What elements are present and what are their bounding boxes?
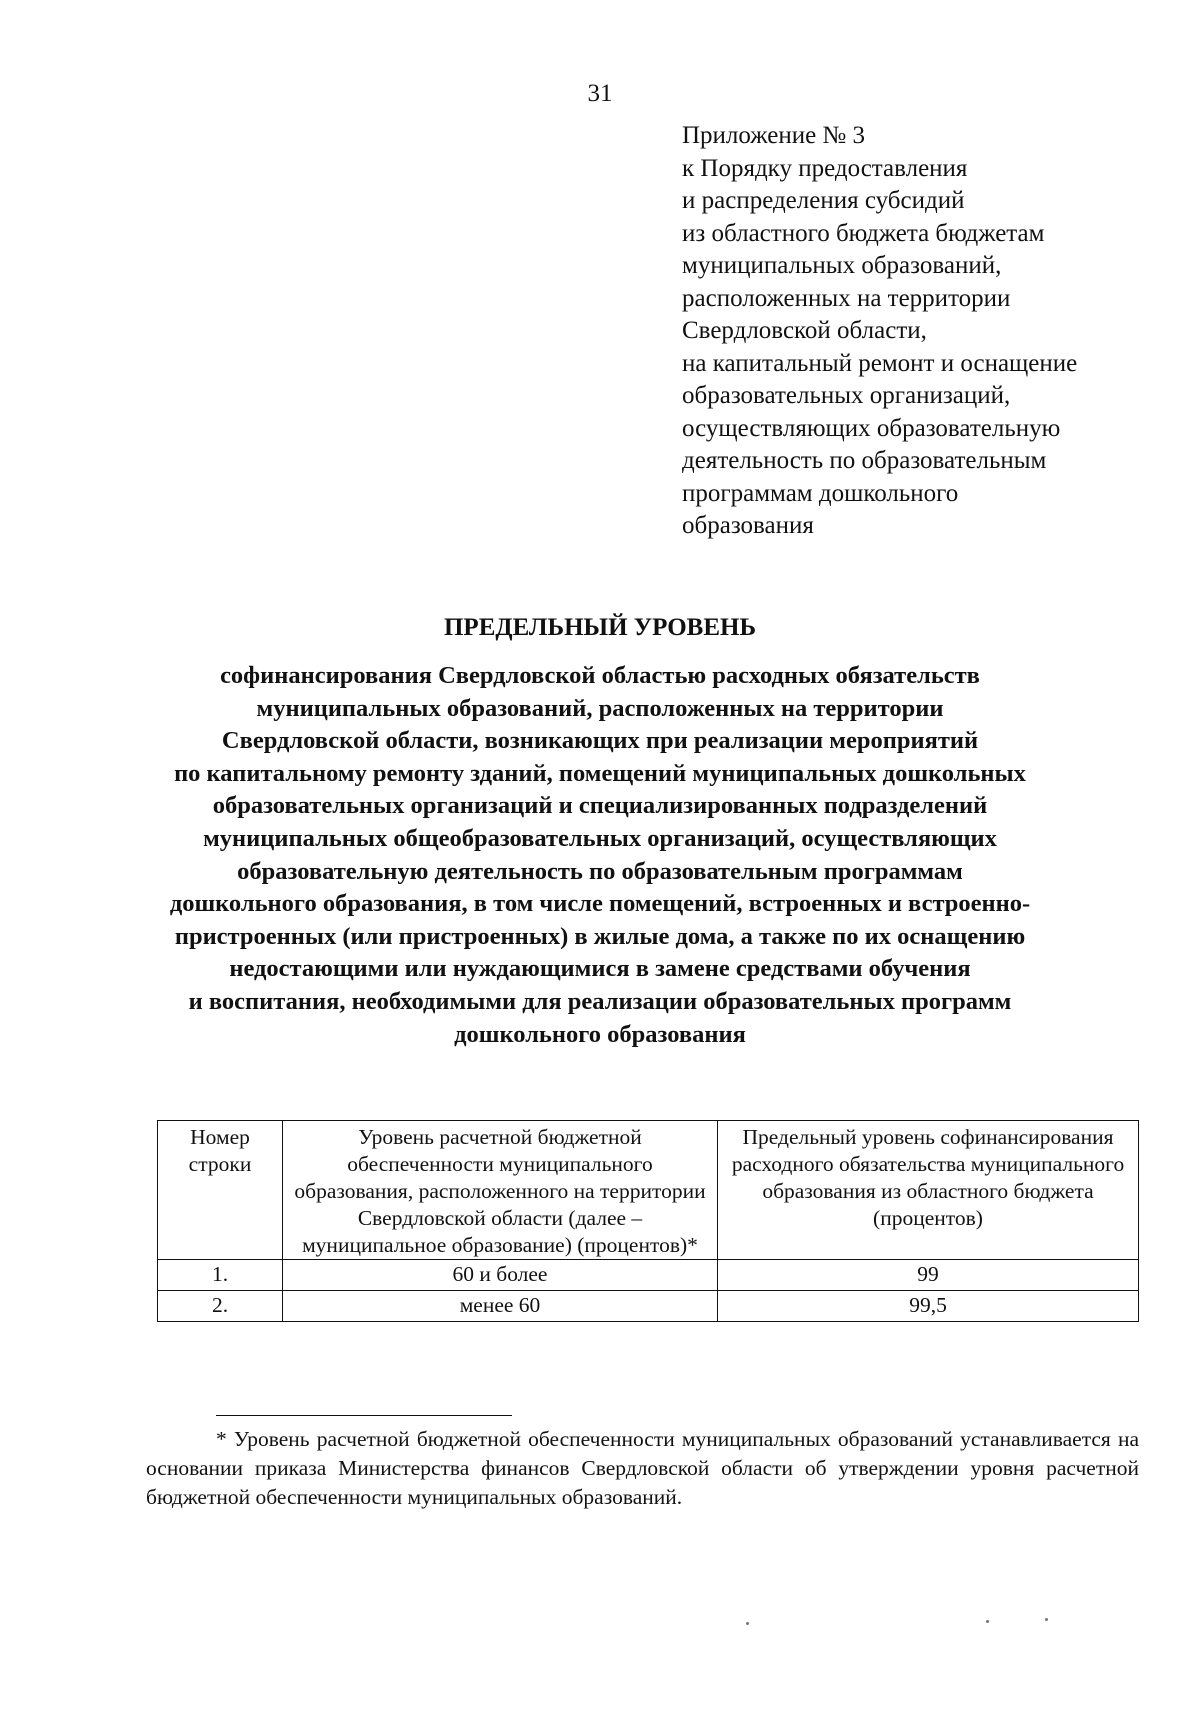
appendix-line: программам дошкольного bbox=[682, 479, 959, 507]
subtitle-line: образовательную деятельность по образовательным программам bbox=[237, 857, 963, 885]
table-header-row bbox=[158, 1121, 1139, 1260]
cofinancing-table bbox=[157, 1120, 1139, 1322]
subtitle-line: софинансирования Свердловской областью расходных обязательств bbox=[220, 662, 980, 689]
subtitle-line: муниципальных общеобразовательных организаций, осуществляющих bbox=[203, 824, 997, 852]
appendix-line: на капитальный ремонт и оснащение bbox=[682, 349, 1078, 377]
appendix-line: муниципальных образований, bbox=[682, 252, 1002, 279]
appendix-line: и распределения субсидий bbox=[682, 187, 965, 214]
document-title: ПРЕДЕЛЬНЫЙ УРОВЕНЬ bbox=[443, 614, 757, 641]
cofinancing-level-cell: 99,5 bbox=[718, 1291, 1139, 1322]
header-cofinancing-level: Предельный уровень софинансирования расходного обязательства муниципального образования из областного бюджета (процентов) bbox=[718, 1121, 1139, 1260]
appendix-line: образовательных организаций, bbox=[682, 382, 1011, 409]
budget-level-cell: менее 60 bbox=[283, 1291, 718, 1322]
subtitle-line: дошкольного образования, в том числе помещений, встроенных и встроенно- bbox=[169, 890, 1031, 918]
header-budget-level: Уровень расчетной бюджетной обеспеченности муниципального образования, расположенного на территории Свердловской области (далее – муниципальное образование) (процентов)* bbox=[283, 1121, 718, 1260]
footnote: * Уровень расчетной бюджетной обеспеченности муниципальных образований устанавливается на основании приказа Министерства финансов Свердловской области об утверждении уровня расчетной бюджетной обеспеченности муниципальных образований. bbox=[146, 1427, 1139, 1509]
subtitle-line: образовательных организаций и специализированных подразделений bbox=[212, 792, 988, 820]
appendix-line: Свердловской области, bbox=[682, 317, 927, 344]
header-row-number: Номер строки bbox=[158, 1121, 283, 1260]
subtitle-line: по капитальному ремонту зданий, помещений муниципальных дошкольных bbox=[174, 759, 1026, 787]
document-subtitle bbox=[0, 660, 1200, 1051]
table-row bbox=[158, 1291, 1139, 1322]
appendix-line: к Порядку предоставления bbox=[682, 154, 968, 182]
appendix-line: расположенных на территории bbox=[682, 284, 1011, 312]
scan-speck bbox=[1045, 1618, 1048, 1621]
appendix-block bbox=[682, 120, 1162, 543]
scan-speck bbox=[986, 1620, 989, 1623]
appendix-line: осуществляющих образовательную bbox=[682, 414, 1061, 442]
row-number-cell: 2. bbox=[158, 1291, 283, 1322]
subtitle-line: и воспитания, необходимыми для реализации образовательных программ bbox=[188, 987, 1012, 1015]
table-row bbox=[158, 1260, 1139, 1291]
subtitle-line: недостающими или нуждающимися в замене средствами обучения bbox=[229, 955, 971, 983]
subtitle-line: пристроенных (или пристроенных) в жилые дома, а также по их оснащению bbox=[174, 922, 1026, 950]
appendix-line: деятельность по образовательным bbox=[682, 447, 1047, 474]
appendix-line: образования bbox=[682, 512, 814, 539]
row-number-cell: 1. bbox=[158, 1260, 283, 1291]
scan-speck bbox=[746, 1622, 749, 1625]
subtitle-line: муниципальных образований, расположенных на территории bbox=[256, 694, 944, 722]
subtitle-line: Свердловской области, возникающих при реализации мероприятий bbox=[221, 727, 979, 755]
cofinancing-level-cell: 99 bbox=[718, 1260, 1139, 1291]
appendix-line: из областного бюджета бюджетам bbox=[682, 219, 1045, 247]
appendix-line: Приложение № 3 bbox=[682, 122, 866, 149]
footnote-divider bbox=[216, 1415, 512, 1416]
page-number: 31 bbox=[587, 80, 613, 107]
subtitle-line: дошкольного образования bbox=[454, 1020, 746, 1048]
budget-level-cell: 60 и более bbox=[283, 1260, 718, 1291]
